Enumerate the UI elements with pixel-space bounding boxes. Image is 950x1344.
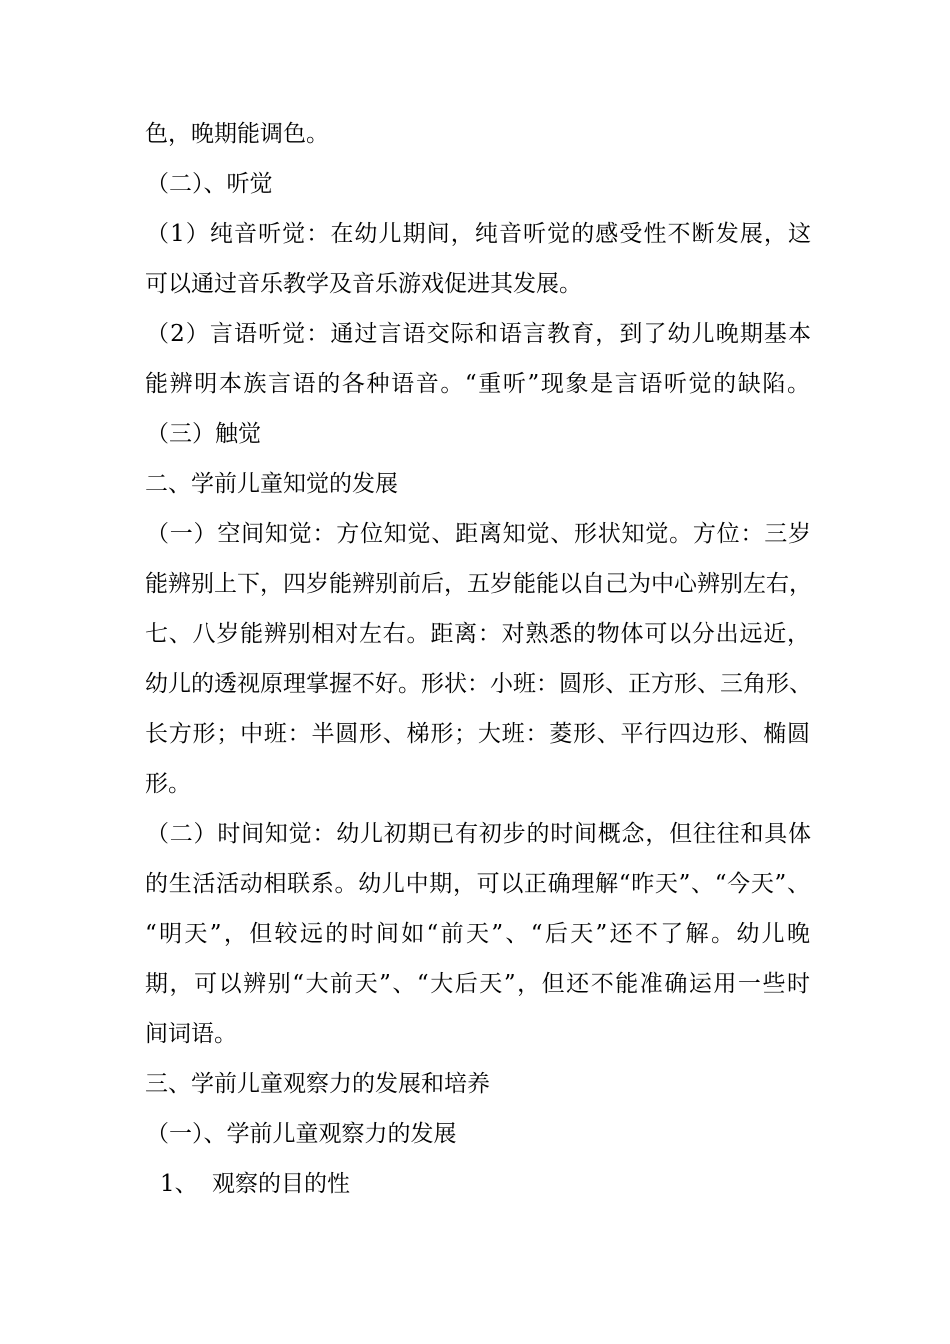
text-line: 长方形；中班：半圆形、梯形；大班：菱形、平行四边形、椭圆 xyxy=(145,721,810,747)
text-line: （一）空间知觉：方位知觉、距离知觉、形状知觉。方位：三岁 xyxy=(146,521,811,547)
text-line: 能辨别上下，四岁能辨别前后，五岁能能以自己为中心辨别左右， xyxy=(145,571,812,597)
text-line: 七、八岁能辨别相对左右。距离：对熟悉的物体可以分出远近， xyxy=(145,621,810,647)
text-line: （1）纯音听觉：在幼儿期间，纯音听觉的感受性不断发展，这 xyxy=(146,221,811,247)
item-text: 观察的目的性 xyxy=(212,1171,350,1197)
item-number: 1、 xyxy=(160,1171,198,1197)
section-heading: 三、学前儿童观察力的发展和培养 xyxy=(145,1071,490,1097)
text-line: 能辨明本族言语的各种语音。“重听”现象是言语听觉的缺陷。 xyxy=(145,371,810,397)
subsection-heading: （一）、学前儿童观察力的发展 xyxy=(146,1121,457,1147)
text-line: 间词语。 xyxy=(145,1021,237,1047)
text-line: 期，可以辨别“大前天”、“大后天”，但还不能准确运用一些时 xyxy=(145,971,810,997)
text-line: “明天”，但较远的时间如“前天”、“后天”还不了解。幼儿晚 xyxy=(145,921,810,947)
text-line: （二）时间知觉：幼儿初期已有初步的时间概念，但往往和具体 xyxy=(146,821,811,847)
text-line: 可以通过音乐教学及音乐游戏促进其发展。 xyxy=(145,271,582,297)
text-line: （2）言语听觉：通过言语交际和语言教育，到了幼儿晚期基本 xyxy=(146,321,811,347)
subsection-heading: （二）、听觉 xyxy=(146,171,273,197)
text-line: 形。 xyxy=(145,771,191,797)
text-line: 色，晚期能调色。 xyxy=(145,121,329,147)
numbered-item xyxy=(160,1166,825,1202)
section-heading: 二、学前儿童知觉的发展 xyxy=(145,471,398,497)
text-line: 的生活活动相联系。幼儿中期，可以正确理解“昨天”、“今天”、 xyxy=(145,871,810,897)
text-line: 幼儿的透视原理掌握不好。形状：小班：圆形、正方形、三角形、 xyxy=(145,671,812,697)
subsection-heading: （三）触觉 xyxy=(146,421,261,447)
